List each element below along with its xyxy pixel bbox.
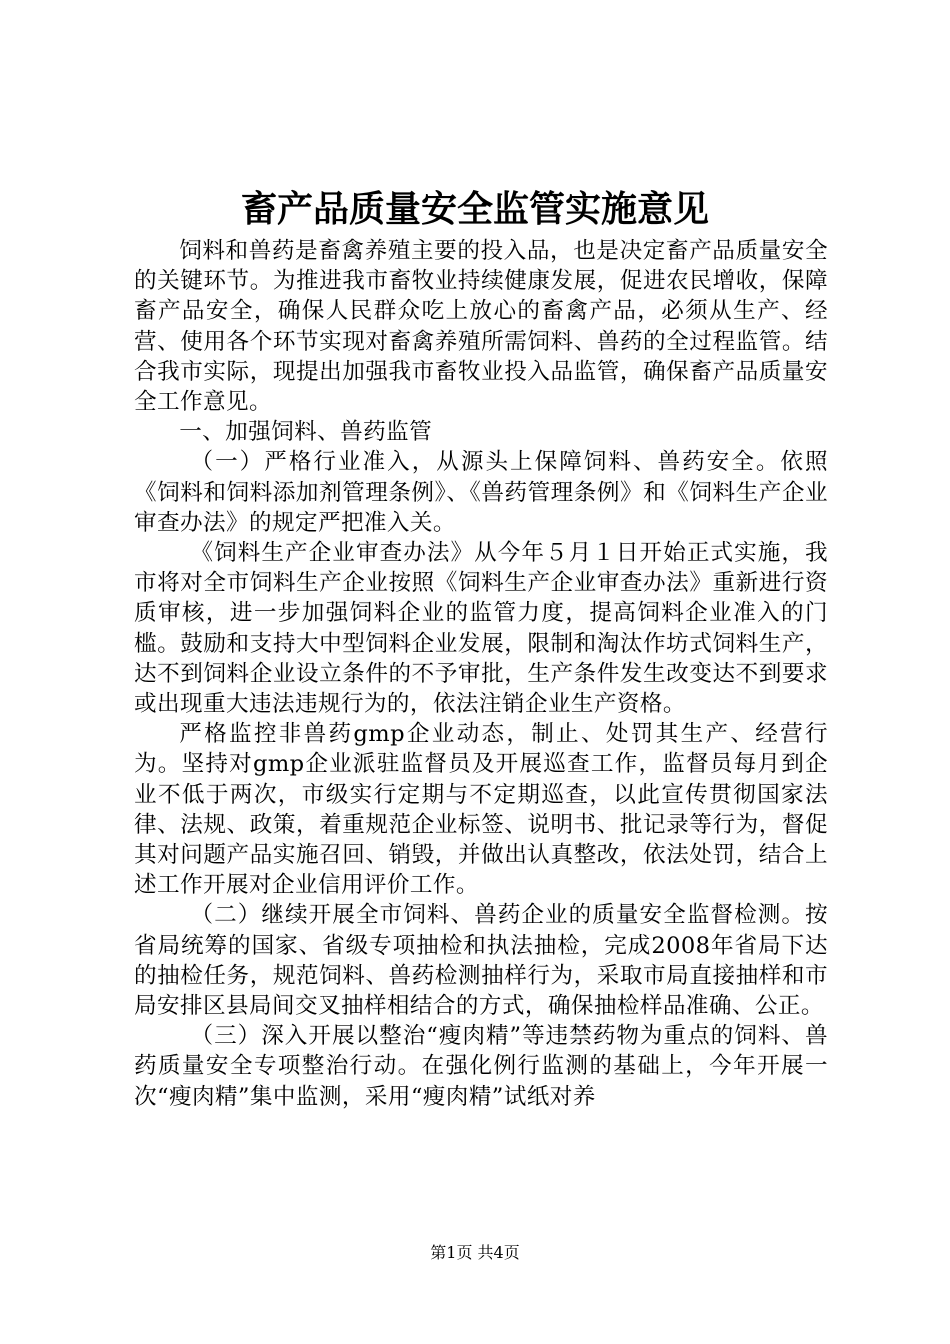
paragraph-item-2: （二）继续开展全市饲料、兽药企业的质量安全监督检测。按省局统筹的国家、省级专项抽检和执法抽检，完成2008年省局下达的抽检任务，规范饲料、兽药检测抽样行为，采取市局直接抽样和市局安排区县局间交叉抽样相结合的方式，确保抽检样品准确、公正。 bbox=[134, 902, 828, 1020]
paragraph-gmp-supervision: 严格监控非兽药gmp企业动态，制止、处罚其生产、经营行为。坚持对gmp企业派驻监督员及开展巡查工作，监督员每月到企业不低于两次，市级实行定期与不定期巡查，以此宣传贯彻国家法律、法规、政策，着重规范企业标签、说明书、批记录等行为，督促其对问题产品实施召回、销毁，并做出认真整改，依法处罚，结合上述工作开展对企业信用评价工作。 bbox=[134, 721, 828, 899]
section-heading-1: 一、加强饲料、兽药监管 bbox=[179, 419, 433, 446]
document-body bbox=[134, 236, 828, 1112]
document-title: 畜产品质量安全监管实施意见 bbox=[240, 188, 709, 230]
paragraph-item-3: （三）深入开展以整治“瘦肉精”等违禁药物为重点的饲料、兽药质量安全专项整治行动。在强化例行监测的基础上，今年开展一次“瘦肉精”集中监测，采用“瘦肉精”试纸对养 bbox=[134, 1023, 828, 1110]
paragraph-review-measures: 《饲料生产企业审查办法》从今年５月１日开始正式实施，我市将对全市饲料生产企业按照《饲料生产企业审查办法》重新进行资质审核，进一步加强饲料企业的监管力度，提高饲料企业准入的门槛。鼓励和支持大中型饲料企业发展，限制和淘汰作坊式饲料生产，达不到饲料企业设立条件的不予审批，生产条件发生改变达不到要求或出现重大违法违规行为的，依法注销企业生产资格。 bbox=[134, 540, 828, 718]
paragraph-intro: 饲料和兽药是畜禽养殖主要的投入品，也是决定畜产品质量安全的关键环节。为推进我市畜牧业持续健康发展，促进农民增收，保障畜产品安全，确保人民群众吃上放心的畜禽产品，必须从生产、经营、使用各个环节实现对畜禽养殖所需饲料、兽药的全过程监管。结合我市实际，现提出加强我市畜牧业投入品监管，确保畜产品质量安全工作意见。 bbox=[134, 238, 828, 416]
page-footer: 第1页 共4页 bbox=[430, 1243, 520, 1262]
paragraph-item-1: （一）严格行业准入，从源头上保障饲料、兽药安全。依照《饲料和饲料添加剂管理条例》、《兽药管理条例》和《饲料生产企业审查办法》的规定严把准入关。 bbox=[134, 449, 828, 536]
